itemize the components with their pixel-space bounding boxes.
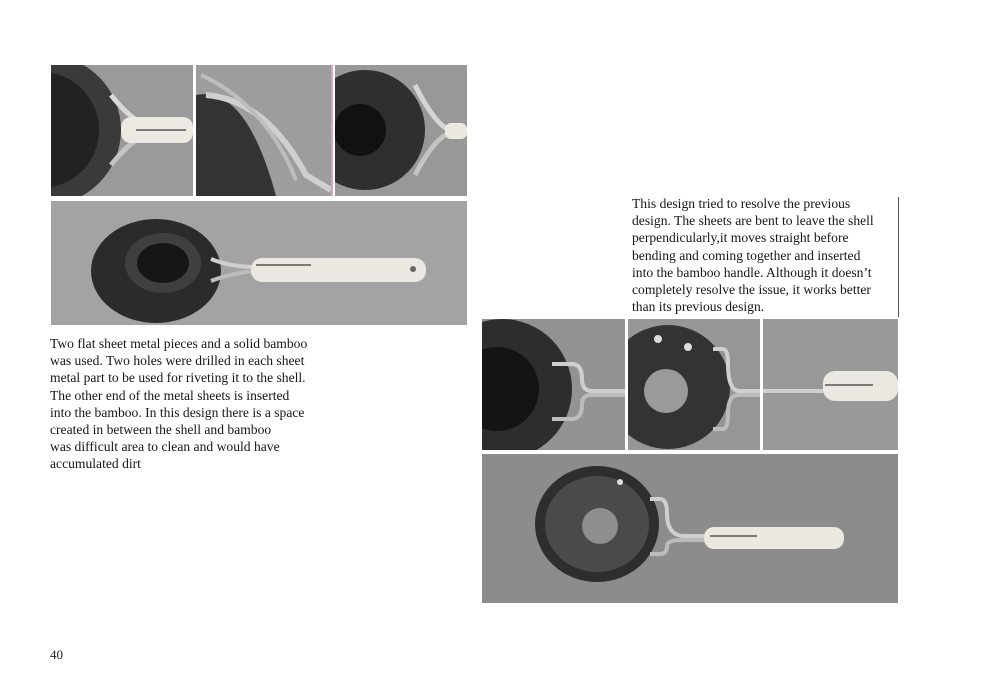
left-detail-photo-2: [196, 65, 331, 196]
page-number: 40: [50, 647, 63, 662]
caption-rule: [898, 197, 899, 317]
right-caption: This design tried to resolve the previous design. The sheets are bent to leave the shell perpendicularly,it moves straight before bending and coming together and inserted into the bamboo handle. Although it doesn’t completely resolve the issue, it works better than its previous design.: [632, 196, 874, 315]
right-detail-photo-2: [628, 319, 760, 450]
left-full-spoon-photo: [51, 201, 467, 325]
left-detail-photo-1: [51, 65, 193, 196]
right-detail-photo-1: [482, 319, 625, 450]
right-full-spoon-photo: [482, 454, 898, 603]
left-detail-photo-3: [335, 65, 467, 196]
left-caption: Two flat sheet metal pieces and a solid bamboo was used. Two holes were drilled in each sheet metal part to be used for riveting it to the shell. The other end of the metal sheets is inserted into the bamboo. In this design there is a space created in between the shell and bamboo was difficult area to clean and would have accumulated dirt: [50, 336, 308, 472]
right-detail-photo-3: [763, 319, 898, 450]
image-edge-mark: [331, 65, 333, 196]
